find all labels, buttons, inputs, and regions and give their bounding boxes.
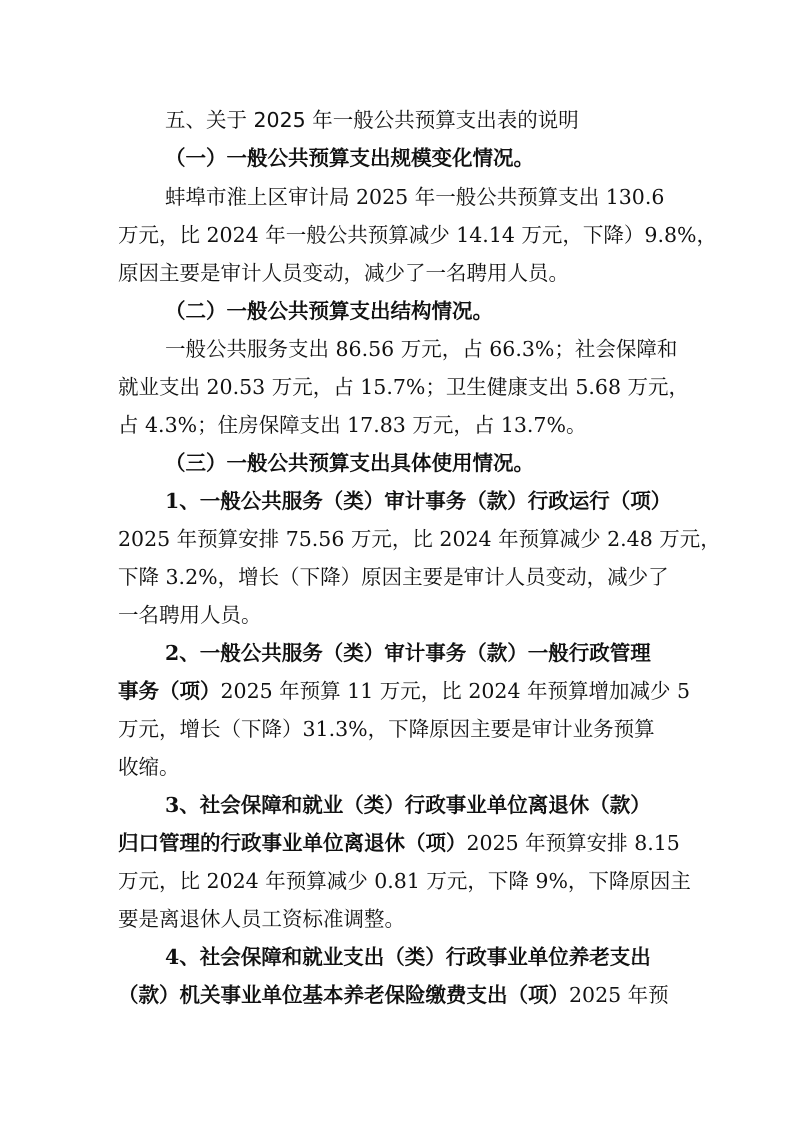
paragraph-line [118, 679, 690, 703]
item-2-text: 2025 年预算 11 万元，比 2024 年预算增加减少 5 [220, 679, 691, 703]
paragraph-line: 2025 年预算安排 75.56 万元，比 2024 年预算减少 2.48 万元， [118, 527, 721, 551]
item-3-text: 2025 年预算安排 8.15 [466, 831, 680, 855]
paragraph-line: 一名聘用人员。 [118, 603, 262, 627]
subsection-3-heading: （三）一般公共预算支出具体使用情况。 [165, 451, 534, 475]
subsection-1-heading: （一）一般公共预算支出规模变化情况。 [165, 146, 534, 170]
item-3-title: 3、社会保障和就业（类）行政事业单位离退休（款） [165, 793, 651, 817]
paragraph-line: 万元，增长（下降）31.3%，下降原因主要是审计业务预算 [118, 717, 655, 741]
paragraph-line: 占 4.3%；住房保障支出 17.83 万元，占 13.7%。 [118, 413, 587, 437]
subsection-2-heading: （二）一般公共预算支出结构情况。 [165, 299, 493, 323]
item-3-title-continued: 归口管理的行政事业单位离退休（项） [118, 831, 467, 855]
paragraph-line: 就业支出 20.53 万元，占 15.7%；卫生健康支出 5.68 万元， [118, 375, 690, 399]
paragraph-line: 蚌埠市淮上区审计局 2025 年一般公共预算支出 130.6 [165, 185, 665, 209]
item-2-title-continued: 事务（项） [118, 679, 221, 703]
paragraph-line: 万元，比 2024 年预算减少 0.81 万元，下降 9%，下降原因主 [118, 869, 691, 893]
item-4-text: 2025 年预 [569, 983, 669, 1007]
paragraph-line: 要是离退休人员工资标准调整。 [118, 907, 405, 931]
item-4-title-continued: （款）机关事业单位基本养老保险缴费支出（项） [118, 983, 569, 1007]
paragraph-line: 一般公共服务支出 86.56 万元，占 66.3%；社会保障和 [165, 337, 678, 361]
item-4-title: 4、社会保障和就业支出（类）行政事业单位养老支出 [165, 945, 651, 969]
paragraph-line: 收缩。 [118, 755, 180, 779]
paragraph-line: 下降 3.2%，增长（下降）原因主要是审计人员变动，减少了 [118, 565, 669, 589]
paragraph-line [118, 831, 680, 855]
item-2-title: 2、一般公共服务（类）审计事务（款）一般行政管理 [165, 641, 651, 665]
paragraph-line [118, 983, 669, 1007]
paragraph-line: 万元，比 2024 年一般公共预算减少 14.14 万元，下降）9.8%， [118, 223, 718, 247]
item-1-title: 1、一般公共服务（类）审计事务（款）行政运行（项） [165, 489, 672, 513]
paragraph-line: 原因主要是审计人员变动，减少了一名聘用人员。 [118, 261, 569, 285]
section-title: 五、关于 2025 年一般公共预算支出表的说明 [165, 108, 579, 132]
